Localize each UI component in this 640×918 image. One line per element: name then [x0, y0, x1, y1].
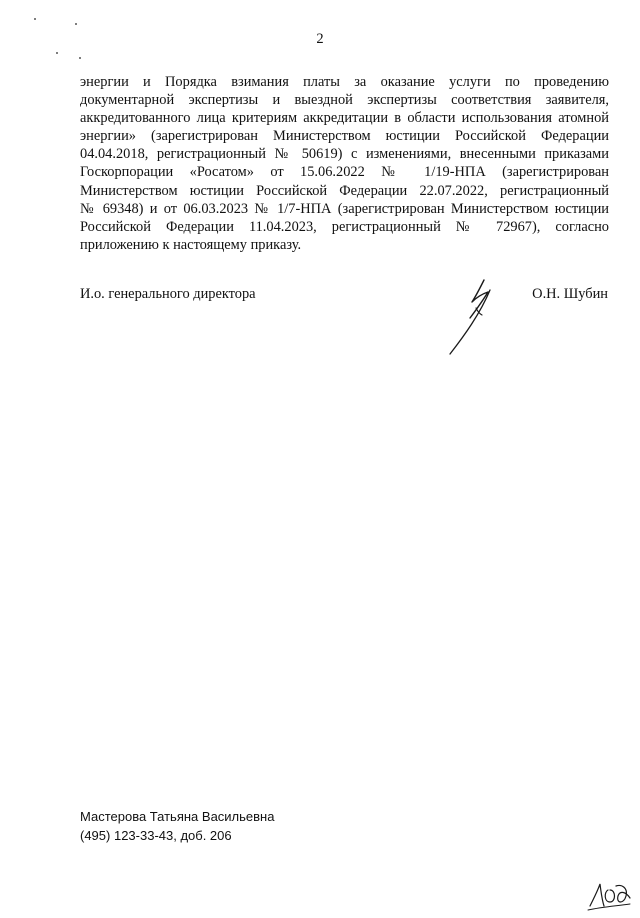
body-line: Министерством юстиции Российской Федерации 22.07.2022, регистрационный: [80, 182, 609, 199]
body-paragraph: [80, 73, 609, 254]
body-line: Госкорпорации «Росатом» от 15.06.2022 № 1/19-НПА (зарегистрирован: [80, 164, 609, 181]
body-line: документарной экспертизы и выездной экспертизы соответствия заявителя,: [80, 92, 609, 109]
body-line: аккредитованного лица критериям аккредитации в области использования атомной: [80, 110, 609, 127]
body-line: Российской Федерации 11.04.2023, регистрационный № 72967), согласно: [80, 218, 609, 235]
body-line: энергии» (зарегистрирован Министерством юстиции Российской Федерации: [80, 128, 609, 145]
handwritten-initials: [586, 876, 632, 912]
body-line: № 69348) и от 06.03.2023 № 1/7-НПА (зарегистрирован Министерством юстиции: [80, 200, 609, 217]
body-line: энергии и Порядка взимания платы за оказание услуги по проведению: [80, 74, 609, 90]
scan-speck: [56, 52, 58, 54]
executor-phone: (495) 123-33-43, доб. 206: [80, 828, 232, 843]
signer-name: О.Н. Шубин: [532, 286, 608, 302]
scan-speck: [75, 23, 77, 25]
body-line: 04.04.2018, регистрационный № 50619) с изменениями, внесенными приказами: [80, 146, 609, 163]
handwritten-signature: [436, 274, 506, 364]
page-number: 2: [316, 31, 324, 47]
signer-title: И.о. генерального директора: [80, 286, 256, 302]
executor-name: Мастерова Татьяна Васильевна: [80, 809, 275, 824]
scan-speck: [34, 18, 36, 20]
body-line: приложению к настоящему приказу.: [80, 236, 302, 253]
executor-info: [80, 807, 274, 845]
scan-speck: [79, 57, 81, 59]
